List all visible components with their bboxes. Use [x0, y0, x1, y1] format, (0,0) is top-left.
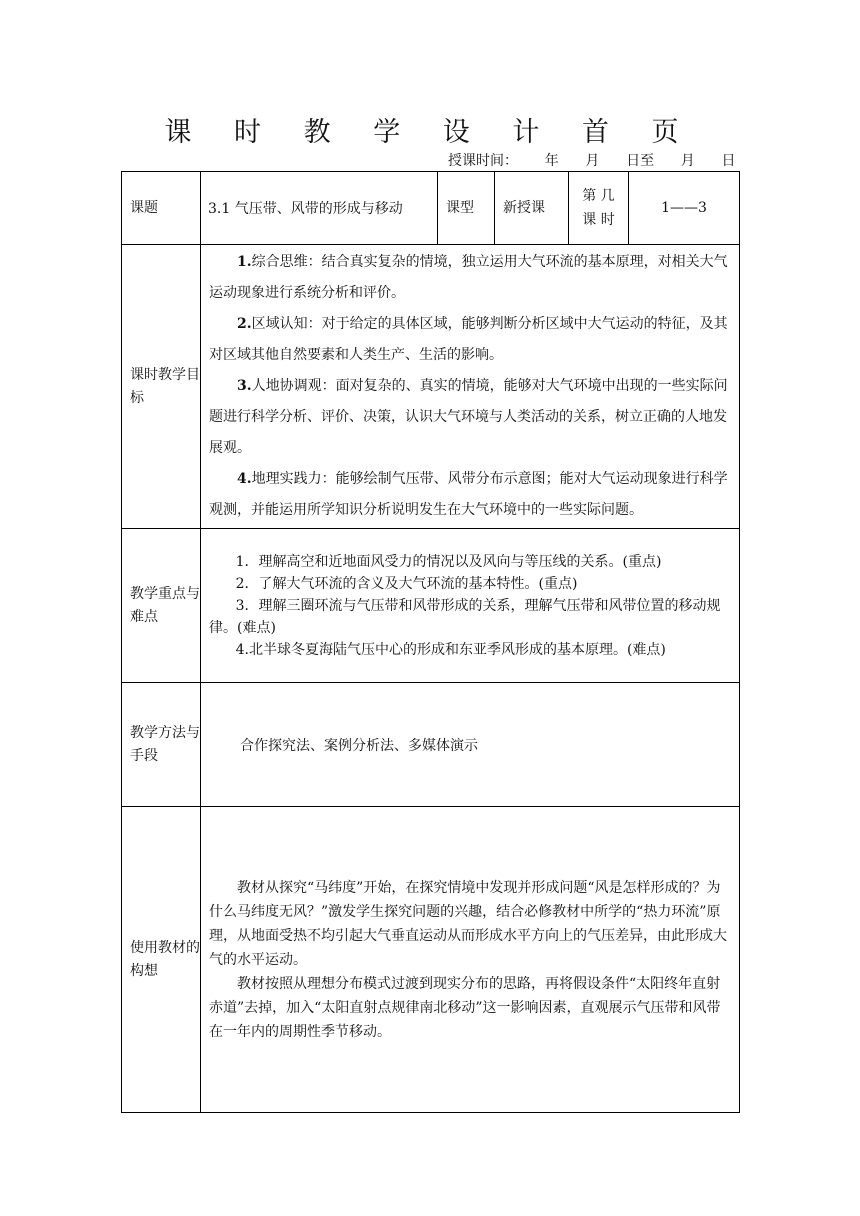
textbook-design-label: 使用教材的构想: [122, 807, 201, 1113]
topic-value: 3.1 气压带、风带的形成与移动: [201, 172, 438, 245]
objective-item: 2.区域认知：对于给定的具体区域，能够判断分析区域中大气运动的特征，及其对区域其他自然要素和人类生产、生活的影响。: [209, 316, 728, 363]
key-point-item: 3．理解三圈环流与气压带和风带形成的关系，理解气压带和风带位置的移动规律。(难点): [209, 597, 721, 636]
objective-item: 3.人地协调观：面对复杂的、真实的情境，能够对大气环境中出现的一些实际问题进行科学分析、评价、决策，认识大气环境与人类活动的关系，树立正确的人地发展观。: [209, 378, 728, 456]
objective-item: 4.地理实践力：能够绘制气压带、风带分布示意图；能对大气运动现象进行科学观测，并能运用所学知识分析说明发生在大气环境中的一些实际问题。: [209, 471, 728, 518]
objectives-label: 课时教学目标: [122, 245, 201, 529]
textbook-design-content: [201, 807, 740, 1113]
textbook-paragraph: 教材按照从理想分布模式过渡到现实分布的思路，再将假设条件“太阳终年直射赤道”去掉，加入“太阳直射点规律南北移动”这一影响因素，直观展示气压带和风带在一年内的周期性季节移动。: [209, 975, 721, 1040]
lesson-type-value: 新授课: [495, 172, 569, 245]
period-label-line-1: 第 几: [582, 188, 615, 204]
key-point-item: 1．理解高空和近地面风受力的情况以及风向与等压线的关系。(重点): [235, 553, 662, 570]
key-points-label: 教学重点与难点: [122, 529, 201, 683]
page-title: 课 时 教 学 设 计 首 页: [164, 117, 696, 148]
lesson-time-line: 授课时间： 年 月 日至 月 日: [448, 153, 736, 169]
objective-item: 1.综合思维：结合真实复杂的情境，独立运用大气环流的基本原理，对相关大气运动现象进行系统分析和评价。: [209, 254, 728, 301]
period-value: 1——3: [629, 172, 740, 245]
textbook-paragraph: 教材从探究“马纬度”开始，在探究情境中发现并形成问题“风是怎样形成的？为什么马纬度无风？”激发学生探究问题的兴趣，结合必修教材中所学的“热力环流”原理，从地面受热不均引起大气垂直运动从而形成水平方向上的气压差异，由此形成大气的水平运动。: [209, 879, 727, 968]
key-point-item: 2．了解大气环流的含义及大气环流的基本特性。(重点): [235, 575, 578, 592]
objectives-content: [201, 245, 740, 529]
objectives-row: [122, 245, 740, 529]
topic-label: 课题: [122, 172, 201, 245]
methods-label: 教学方法与手段: [122, 683, 201, 807]
key-points-content: [201, 529, 740, 683]
methods-content: 合作探究法、案例分析法、多媒体演示: [201, 683, 740, 807]
methods-row: [122, 683, 740, 807]
textbook-design-row: [122, 807, 740, 1113]
period-label: [569, 172, 629, 245]
header-row: [122, 172, 740, 245]
lesson-type-label: 课型: [438, 172, 495, 245]
lesson-design-table: [121, 171, 740, 1113]
period-label-line-2: 课 时: [582, 212, 615, 228]
key-points-row: [122, 529, 740, 683]
key-point-item: 4.北半球冬夏海陆气压中心的形成和东亚季风形成的基本原理。(难点): [235, 641, 666, 658]
